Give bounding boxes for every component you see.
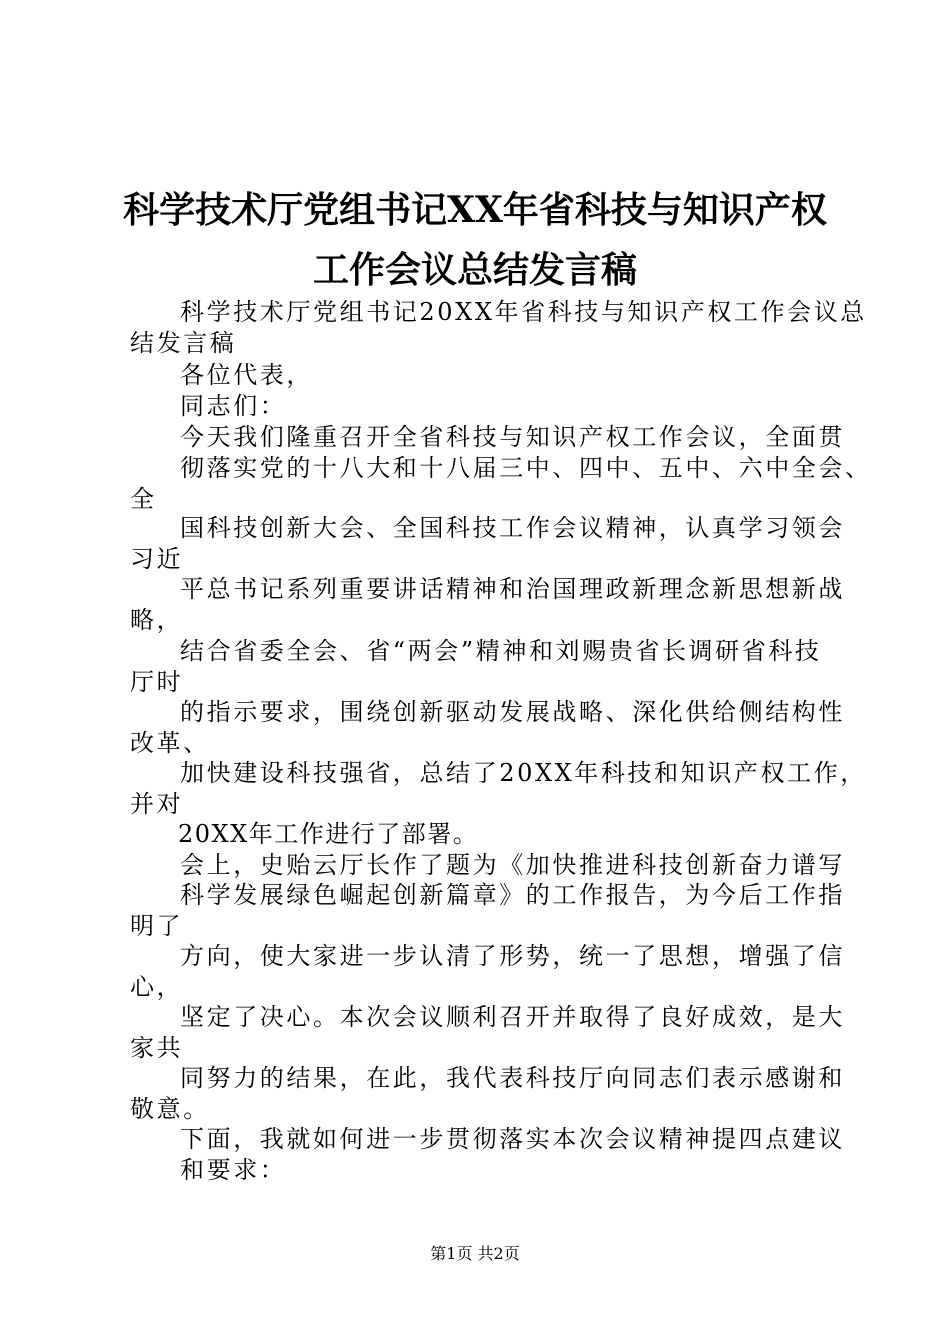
body-line: 同努力的结果，在此，我代表科技厅向同志们表示感谢和 [180, 1064, 845, 1092]
body-line: 的指示要求，围绕创新驱动发展战略、深化供给侧结构性 [180, 698, 845, 726]
body-line: 方向，使大家进一步认清了形势，统一了思想，增强了信 [180, 942, 845, 970]
body-line: 下面，我就如何进一步贯彻落实本次会议精神提四点建议 [180, 1125, 845, 1153]
body-line: 全 [130, 485, 157, 513]
body-line: 略， [130, 606, 184, 634]
body-line: 和要求： [180, 1156, 287, 1184]
body-line: 国科技创新大会、全国科技工作会议精神，认真学习领会 [180, 514, 845, 542]
body-line: 科学技术厅党组书记20XX年省科技与知识产权工作会议总 [180, 298, 867, 326]
body-line: 各位代表， [180, 361, 313, 389]
body-line: 平总书记系列重要讲话精神和治国理政新理念新思想新战 [180, 575, 845, 603]
document-title-line-1: 科学技术厅党组书记XX年省科技与知识产权 [123, 189, 827, 231]
page-number-footer: 第1页 共2页 [430, 1244, 520, 1263]
body-line: 会上，史贻云厅长作了题为《加快推进科技创新奋力谱写 [180, 851, 845, 879]
body-line: 20XX年工作进行了部署。 [178, 820, 479, 848]
body-line: 坚定了决心。本次会议顺利召开并取得了良好成效，是大 [180, 1003, 845, 1031]
body-line: 家共 [130, 1034, 184, 1062]
body-line: 彻落实党的十八大和十八届三中、四中、五中、六中全会、 [180, 454, 872, 482]
document-title-line-2: 工作会议总结发言稿 [312, 249, 637, 291]
body-line: 结合省委全会、省“两会”精神和刘赐贵省长调研省科技 [180, 637, 822, 665]
body-line: 敬意。 [130, 1095, 210, 1123]
body-line: 习近 [130, 545, 184, 573]
body-line: 科学发展绿色崛起创新篇章》的工作报告，为今后工作指 [180, 881, 845, 909]
body-line: 心， [130, 973, 184, 1001]
body-line: 同志们： [180, 392, 287, 420]
body-line: 明了 [130, 912, 184, 940]
body-line: 加快建设科技强省，总结了20XX年科技和知识产权工作， [180, 759, 867, 787]
body-line: 厅时 [130, 668, 184, 696]
body-line: 今天我们隆重召开全省科技与知识产权工作会议，全面贯 [180, 423, 845, 451]
body-line: 结发言稿 [130, 329, 237, 357]
body-line: 并对 [130, 790, 184, 818]
body-line: 改革、 [130, 729, 210, 757]
